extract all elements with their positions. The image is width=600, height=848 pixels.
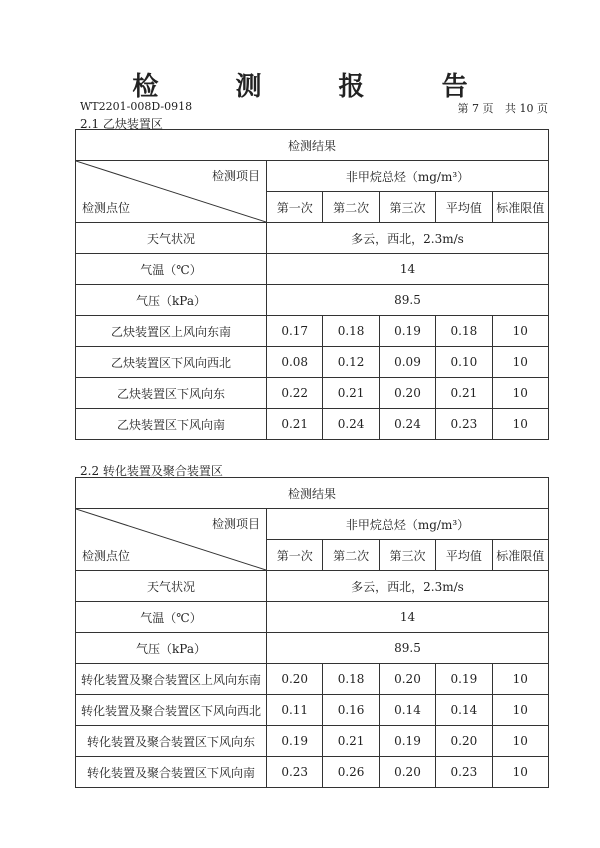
page-current: 第 7 页 xyxy=(457,102,494,115)
diagonal-header-cell xyxy=(76,161,267,223)
point-name: 乙炔装置区下风向南 xyxy=(76,409,267,440)
value-cell: 10 xyxy=(492,695,548,726)
result-table xyxy=(75,477,549,788)
col-header: 第三次 xyxy=(379,540,435,571)
page-total: 共 10 页 xyxy=(505,102,548,115)
table-row xyxy=(76,409,549,440)
report-title: 检 测 报 告 xyxy=(132,72,502,102)
value-cell: 0.16 xyxy=(323,695,379,726)
value-cell: 0.26 xyxy=(323,757,379,788)
value-cell: 0.21 xyxy=(267,409,323,440)
value-cell: 0.08 xyxy=(267,347,323,378)
condition-value: 14 xyxy=(267,602,549,633)
section-heading: 2.2 转化装置及聚合装置区 xyxy=(80,464,223,478)
value-cell: 0.21 xyxy=(323,378,379,409)
value-cell: 0.18 xyxy=(323,316,379,347)
page-info xyxy=(450,100,549,116)
result-table xyxy=(75,129,549,440)
point-name: 乙炔装置区下风向西北 xyxy=(76,347,267,378)
result-header: 检测结果 xyxy=(76,130,549,161)
table-row xyxy=(76,726,549,757)
value-cell: 0.14 xyxy=(379,695,435,726)
document-number: WT2201-008D-0918 xyxy=(80,100,193,113)
value-cell: 0.19 xyxy=(436,664,492,695)
value-cell: 0.11 xyxy=(267,695,323,726)
pollutant-header: 非甲烷总烃（mg/m³） xyxy=(267,161,549,192)
condition-value: 14 xyxy=(267,254,549,285)
col-header: 第一次 xyxy=(267,540,323,571)
col-header: 第二次 xyxy=(323,192,379,223)
value-cell: 10 xyxy=(492,664,548,695)
value-cell: 0.23 xyxy=(436,757,492,788)
table-row xyxy=(76,316,549,347)
value-cell: 0.21 xyxy=(436,378,492,409)
value-cell: 10 xyxy=(492,726,548,757)
value-cell: 0.20 xyxy=(379,378,435,409)
value-cell: 0.19 xyxy=(379,726,435,757)
point-label: 检测点位 xyxy=(82,549,131,563)
item-label: 检测项目 xyxy=(211,169,260,183)
value-cell: 10 xyxy=(492,316,548,347)
item-label: 检测项目 xyxy=(211,517,260,531)
col-header: 第二次 xyxy=(323,540,379,571)
value-cell: 0.18 xyxy=(436,316,492,347)
value-cell: 0.22 xyxy=(267,378,323,409)
point-name: 转化装置及聚合装置区下风向南 xyxy=(76,757,267,788)
condition-label: 气温（℃） xyxy=(76,254,267,285)
col-header: 平均值 xyxy=(436,192,492,223)
table-row xyxy=(76,664,549,695)
value-cell: 0.12 xyxy=(323,347,379,378)
condition-label: 天气状况 xyxy=(76,571,267,602)
point-name: 转化装置及聚合装置区下风向西北 xyxy=(76,695,267,726)
point-name: 转化装置及聚合装置区下风向东 xyxy=(76,726,267,757)
value-cell: 10 xyxy=(492,409,548,440)
point-label: 检测点位 xyxy=(82,201,131,215)
value-cell: 10 xyxy=(492,757,548,788)
value-cell: 0.20 xyxy=(267,664,323,695)
table-row xyxy=(76,695,549,726)
col-header: 标准限值 xyxy=(492,192,548,223)
value-cell: 0.19 xyxy=(267,726,323,757)
condition-label: 气压（kPa） xyxy=(76,285,267,316)
pollutant-header: 非甲烷总烃（mg/m³） xyxy=(267,509,549,540)
condition-value: 89.5 xyxy=(267,285,549,316)
value-cell: 10 xyxy=(492,378,548,409)
col-header: 标准限值 xyxy=(492,540,548,571)
table-row xyxy=(76,378,549,409)
value-cell: 0.17 xyxy=(267,316,323,347)
value-cell: 0.24 xyxy=(323,409,379,440)
value-cell: 0.24 xyxy=(379,409,435,440)
section-heading: 2.1 乙炔装置区 xyxy=(80,117,163,131)
diagonal-header-cell xyxy=(76,509,267,571)
table-row xyxy=(76,757,549,788)
value-cell: 0.18 xyxy=(323,664,379,695)
col-header: 第三次 xyxy=(379,192,435,223)
condition-value: 多云，西北，2.3m/s xyxy=(267,223,549,254)
condition-label: 气温（℃） xyxy=(76,602,267,633)
point-name: 转化装置及聚合装置区上风向东南 xyxy=(76,664,267,695)
point-name: 乙炔装置区下风向东 xyxy=(76,378,267,409)
col-header: 平均值 xyxy=(436,540,492,571)
value-cell: 0.09 xyxy=(379,347,435,378)
col-header: 第一次 xyxy=(267,192,323,223)
value-cell: 0.23 xyxy=(267,757,323,788)
value-cell: 0.19 xyxy=(379,316,435,347)
value-cell: 0.14 xyxy=(436,695,492,726)
value-cell: 0.20 xyxy=(379,664,435,695)
condition-value: 89.5 xyxy=(267,633,549,664)
value-cell: 0.21 xyxy=(323,726,379,757)
value-cell: 0.20 xyxy=(436,726,492,757)
value-cell: 0.10 xyxy=(436,347,492,378)
value-cell: 10 xyxy=(492,347,548,378)
table-row xyxy=(76,347,549,378)
result-header: 检测结果 xyxy=(76,478,549,509)
value-cell: 0.23 xyxy=(436,409,492,440)
condition-label: 气压（kPa） xyxy=(76,633,267,664)
condition-label: 天气状况 xyxy=(76,223,267,254)
point-name: 乙炔装置区上风向东南 xyxy=(76,316,267,347)
condition-value: 多云，西北，2.3m/s xyxy=(267,571,549,602)
value-cell: 0.20 xyxy=(379,757,435,788)
